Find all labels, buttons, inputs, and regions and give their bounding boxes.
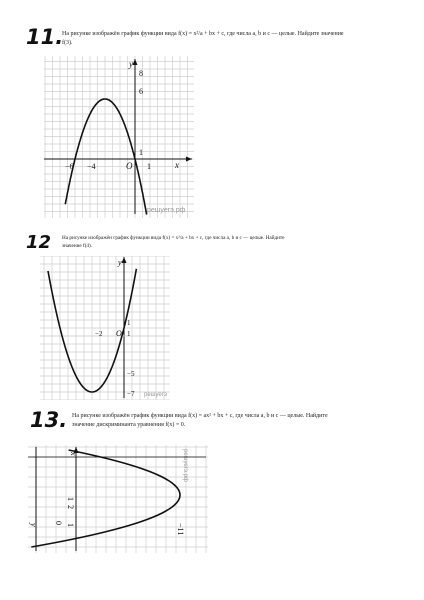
graph-11-tick-label: −6 [65, 162, 74, 171]
graph-11-watermark: решуегэ.рф [147, 207, 186, 214]
problem-13-number: 13. [30, 408, 68, 432]
graph-12-origin-label: O [116, 329, 122, 338]
graph-11-tick-label: 1 [147, 162, 151, 171]
graph-13-tick-label: 2 [66, 505, 75, 509]
problem-12-number: 12 [26, 232, 52, 253]
graph-13-x-label: x [69, 452, 78, 456]
graph-13-origin-label: 0 [54, 521, 63, 525]
graph-12-watermark: решуегэ [144, 392, 168, 398]
problem-12-statement: На рисунке изображён график функции вида f(x) = x²/a + bx + c, где числа a, b и c — целые. Найдите значение f(4). [62, 235, 285, 249]
graph-11-tick-label: 6 [139, 87, 143, 96]
graph-11-tick-label: 1 [139, 148, 143, 157]
graph-11-origin-label: O [126, 161, 133, 171]
graph-12-tick-label: 1 [127, 319, 131, 327]
problem-13-statement: На рисунке изображён график функции вида f(x) = ax² + bx + c, где числа a, b и c — целые. Найдите значение дискриминанта уравнения f(x) = 0. [72, 413, 328, 428]
graph-12-y-label: y [118, 258, 122, 267]
graph-12-tick-label: −2 [95, 330, 103, 338]
graph-11-tick-label: 8 [139, 69, 143, 78]
graph-13-tick-label: −11 [176, 523, 185, 536]
graph-11-parabola [65, 99, 146, 215]
graph-12-tick-label: −7 [127, 390, 135, 398]
graph-11-tick-label: −4 [87, 162, 96, 171]
graph-11-y-label: y [129, 59, 133, 69]
graph-13-tick-label: 1 [66, 523, 75, 527]
graph-12-tick-label: −5 [127, 370, 135, 378]
problem-11-number: 11. [26, 25, 64, 49]
graph-13-tick-label: 1 [66, 497, 75, 501]
graph-12-tick-label: 1 [127, 330, 131, 338]
graph-11-x-arrow [186, 157, 192, 162]
problem-12-graph [40, 256, 170, 400]
graph-13-parabola [31, 450, 180, 547]
problem-11-statement: На рисунке изображён график функции вида f(x) = x²/a + bx + c, где числа a, b и c — целые. Найдите значение f(3). [62, 31, 344, 46]
graph-12-y-arrow [122, 257, 127, 263]
problem-11-graph [44, 56, 194, 218]
graph-13-watermark: решуегэ.рф [182, 449, 188, 482]
graph-13-y-label: y [29, 523, 38, 527]
problem-13-graph [28, 445, 208, 553]
graph-11-x-label: x [175, 160, 179, 170]
graph-11-y-arrow [133, 59, 138, 65]
